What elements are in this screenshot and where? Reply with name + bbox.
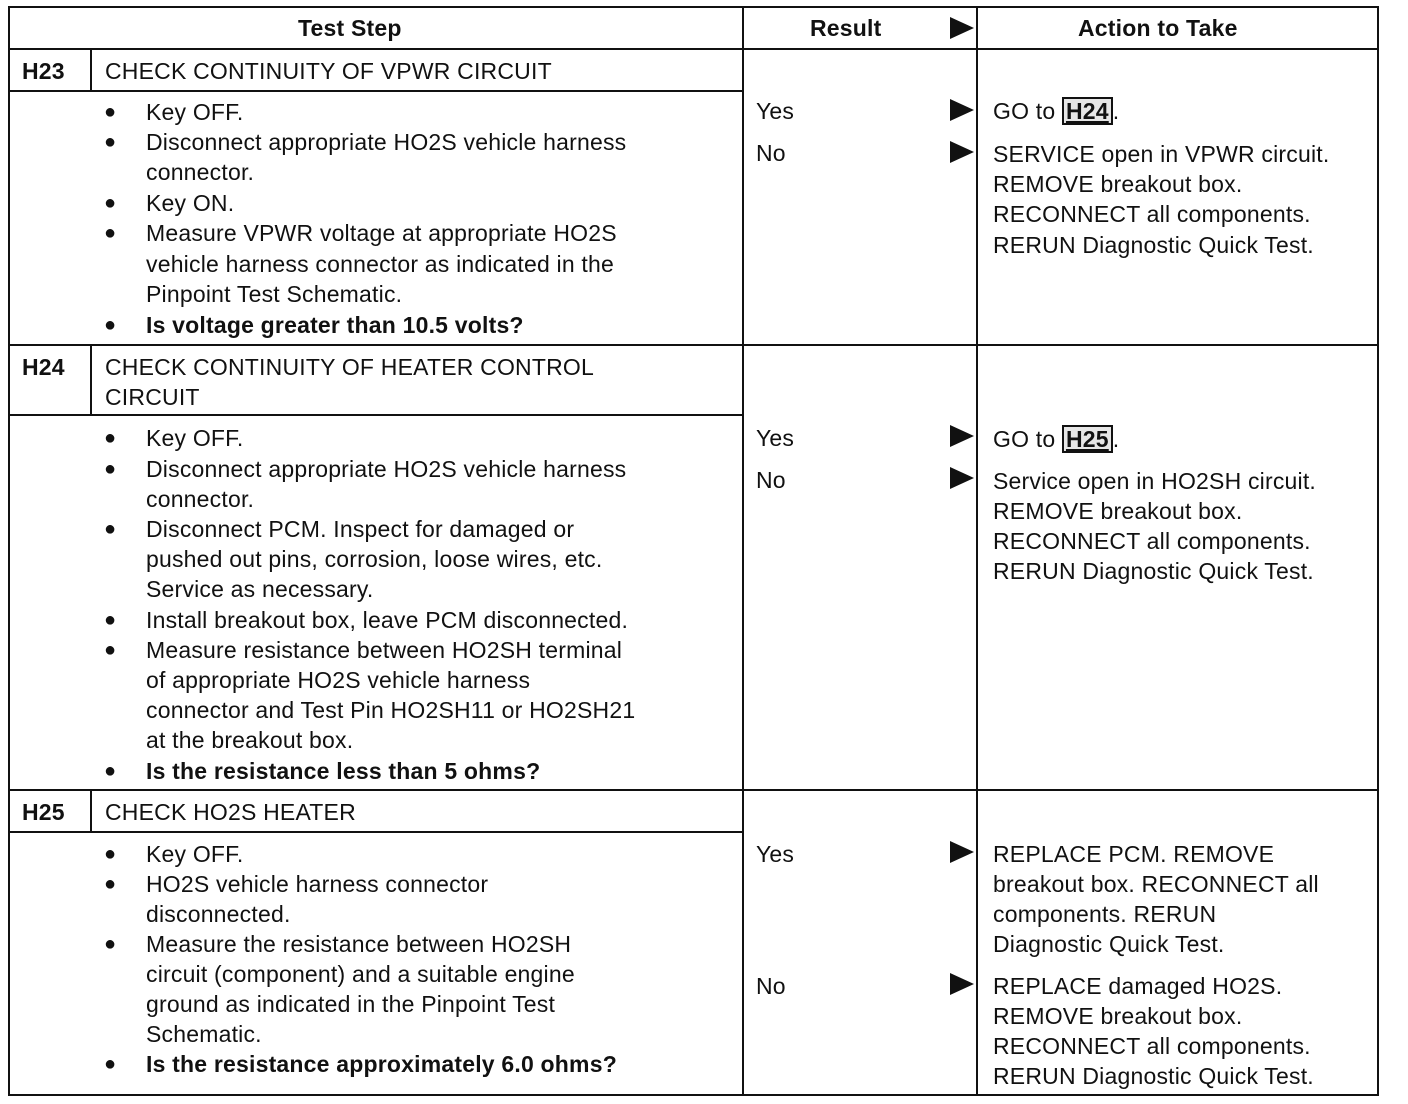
title-divider-h23: [8, 90, 744, 92]
action-yes-h23: GO to H24 .: [993, 98, 1120, 124]
bullet-text: Disconnect appropriate HO2S vehicle harness: [146, 129, 627, 155]
action-text: breakout box. RECONNECT all: [993, 871, 1319, 897]
header-result: Result: [810, 15, 882, 41]
title-divider-h25: [8, 831, 744, 833]
result-no-h23: No: [756, 140, 786, 166]
header-divider: [8, 48, 1379, 50]
header-arrow-icon: [950, 17, 974, 39]
action-text: RERUN Diagnostic Quick Test.: [993, 232, 1314, 258]
table-border-top: [8, 6, 1379, 8]
step-id-h23: H23: [22, 58, 65, 84]
bullet-text: Measure resistance between HO2SH terminal: [146, 637, 623, 663]
bullet-text: Key OFF.: [146, 841, 244, 867]
bullet-text: pushed out pins, corrosion, loose wires, etc.: [146, 546, 603, 572]
result-yes-h23: Yes: [756, 98, 795, 124]
step-id-h24: H24: [22, 354, 65, 380]
bullet-icon: ●: [104, 518, 117, 540]
header-action: Action to Take: [1078, 15, 1238, 41]
bullet-text: Install breakout box, leave PCM disconnected.: [146, 607, 629, 633]
bullet-text: Schematic.: [146, 1021, 262, 1047]
bullet-icon: ●: [104, 458, 117, 480]
bullet-icon: ●: [104, 314, 117, 336]
table-border-bottom: [8, 1094, 1379, 1096]
bullet-icon: ●: [104, 427, 117, 449]
step-title-h24: CHECK CONTINUITY OF HEATER CONTROL: [105, 354, 594, 380]
result-yes-h24: Yes: [756, 425, 795, 451]
action-yes-h24: GO to H25 .: [993, 426, 1120, 452]
bullet-icon: ●: [104, 873, 117, 895]
action-text: REMOVE breakout box.: [993, 498, 1243, 524]
bullet-icon: ●: [104, 933, 117, 955]
step-title-h23: CHECK CONTINUITY OF VPWR CIRCUIT: [105, 58, 552, 84]
action-text: RECONNECT all components.: [993, 201, 1311, 227]
bullet-icon: ●: [104, 843, 117, 865]
bullet-icon: ●: [104, 192, 117, 214]
table-border-right: [1377, 6, 1379, 1096]
bullet-question: Is voltage greater than 10.5 volts?: [146, 312, 524, 338]
bullet-text: vehicle harness connector as indicated in the: [146, 251, 615, 277]
step-ref-h24[interactable]: H24: [1062, 97, 1113, 125]
bullet-icon: ●: [104, 609, 117, 631]
bullet-icon: ●: [104, 1053, 117, 1075]
action-text: RERUN Diagnostic Quick Test.: [993, 1063, 1314, 1089]
bullet-icon: ●: [104, 222, 117, 244]
section-divider-h24-h25: [8, 789, 1379, 791]
bullet-text: connector.: [146, 486, 255, 512]
bullet-icon: ●: [104, 101, 117, 123]
step-id-h25: H25: [22, 799, 65, 825]
bullet-text: Service as necessary.: [146, 576, 374, 602]
bullet-text: connector.: [146, 159, 255, 185]
id-divider-h23: [90, 48, 92, 90]
bullet-text: Key OFF.: [146, 99, 244, 125]
arrow-icon: [950, 99, 974, 121]
action-text: RECONNECT all components.: [993, 528, 1311, 554]
header-test-step: Test Step: [298, 15, 402, 41]
action-text: RECONNECT all components.: [993, 1033, 1311, 1059]
action-text: Diagnostic Quick Test.: [993, 931, 1225, 957]
bullet-question: Is the resistance approximately 6.0 ohms?: [146, 1051, 617, 1077]
bullet-text: ground as indicated in the Pinpoint Test: [146, 991, 556, 1017]
action-text: RERUN Diagnostic Quick Test.: [993, 558, 1314, 584]
bullet-icon: ●: [104, 131, 117, 153]
title-divider-h24: [8, 414, 744, 416]
bullet-text: circuit (component) and a suitable engine: [146, 961, 575, 987]
arrow-icon: [950, 841, 974, 863]
arrow-icon: [950, 141, 974, 163]
action-text: Service open in HO2SH circuit.: [993, 468, 1317, 494]
bullet-text: Measure VPWR voltage at appropriate HO2S: [146, 220, 617, 246]
action-text: REPLACE PCM. REMOVE: [993, 841, 1275, 867]
column-divider-action: [976, 6, 978, 1096]
result-no-h24: No: [756, 467, 786, 493]
column-divider-result: [742, 6, 744, 1096]
id-divider-h25: [90, 789, 92, 831]
diagnostic-table: [8, 6, 1379, 1096]
bullet-text: connector and Test Pin HO2SH11 or HO2SH21: [146, 697, 636, 723]
action-text: REMOVE breakout box.: [993, 1003, 1243, 1029]
result-no-h25: No: [756, 973, 786, 999]
action-text: components. RERUN: [993, 901, 1217, 927]
bullet-text: at the breakout box.: [146, 727, 354, 753]
bullet-text: of appropriate HO2S vehicle harness: [146, 667, 531, 693]
bullet-text: Measure the resistance between HO2SH: [146, 931, 572, 957]
action-text: SERVICE open in VPWR circuit.: [993, 141, 1330, 167]
bullet-icon: ●: [104, 639, 117, 661]
step-ref-h25[interactable]: H25: [1062, 425, 1113, 453]
action-text: REPLACE damaged HO2S.: [993, 973, 1283, 999]
step-title-h24: CIRCUIT: [105, 384, 200, 410]
bullet-icon: ●: [104, 760, 117, 782]
step-title-h25: CHECK HO2S HEATER: [105, 799, 356, 825]
result-yes-h25: Yes: [756, 841, 795, 867]
id-divider-h24: [90, 344, 92, 414]
bullet-text: Pinpoint Test Schematic.: [146, 281, 403, 307]
bullet-text: Disconnect PCM. Inspect for damaged or: [146, 516, 575, 542]
bullet-text: Key OFF.: [146, 425, 244, 451]
bullet-text: disconnected.: [146, 901, 291, 927]
bullet-text: Key ON.: [146, 190, 235, 216]
arrow-icon: [950, 467, 974, 489]
arrow-icon: [950, 425, 974, 447]
arrow-icon: [950, 973, 974, 995]
action-text: REMOVE breakout box.: [993, 171, 1243, 197]
section-divider-h23-h24: [8, 344, 1379, 346]
table-border-left: [8, 6, 10, 1096]
bullet-question: Is the resistance less than 5 ohms?: [146, 758, 541, 784]
bullet-text: Disconnect appropriate HO2S vehicle harness: [146, 456, 627, 482]
bullet-text: HO2S vehicle harness connector: [146, 871, 489, 897]
